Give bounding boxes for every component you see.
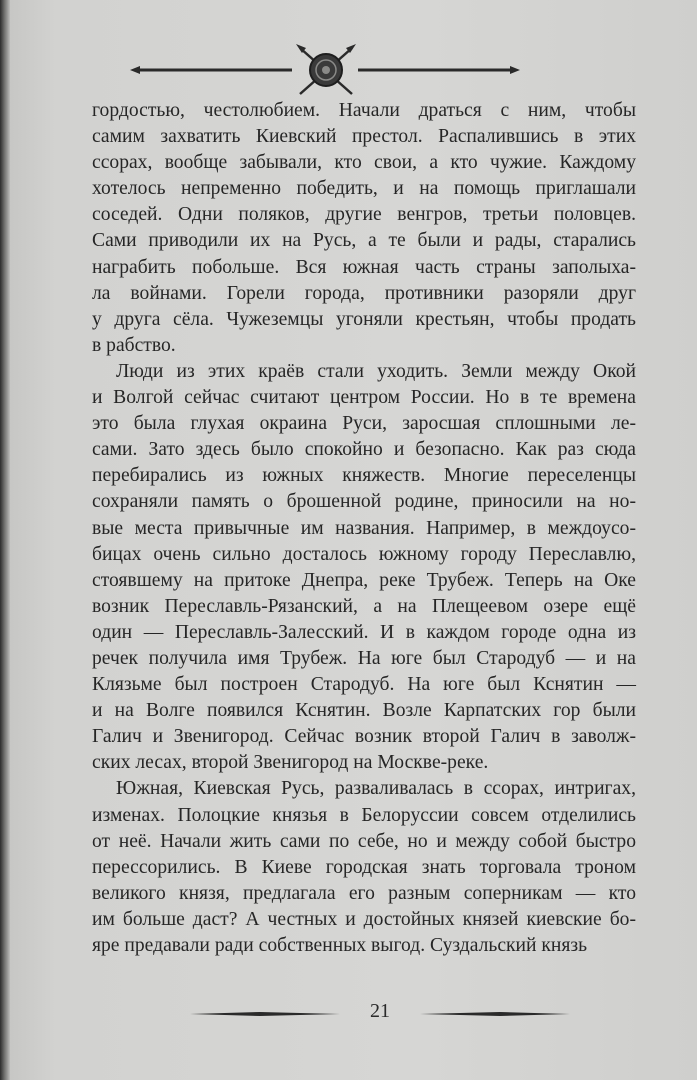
text-line: вые места привычные им названия. Например, в междоусо- — [92, 517, 636, 539]
crossed-spears-shield-ornament — [130, 38, 520, 98]
text-line: Южная, Киевская Русь, разваливалась в ссорах, интригах, — [116, 778, 636, 800]
text-line: сами. Зато здесь было спокойно и безопасно. Как раз сюда — [92, 439, 636, 461]
text-line: хотелось непременно победить, и на помощь приглашали — [92, 178, 636, 200]
body-text — [92, 98, 636, 959]
text-line: самим захватить Киевский престол. Распалившись в этих — [92, 126, 636, 148]
page-spine-edge — [0, 0, 10, 1080]
text-line: великого князя, предлагала его разным соперникам — кто — [92, 882, 636, 904]
text-line: бицах очень сильно досталось южному городу Переславлю, — [92, 543, 636, 565]
text-line: речек получила имя Трубеж. На юге был Стародуб — и на — [92, 647, 636, 669]
paragraph — [92, 776, 636, 959]
page-number: 21 — [370, 1000, 390, 1022]
paragraph — [92, 359, 636, 777]
text-line: Сами приводили их на Русь, а те были и рады, старались — [92, 230, 636, 252]
text-line: в рабство. — [92, 334, 176, 356]
text-line: им больше даст? А честных и достойных князей киевские бо- — [92, 908, 636, 930]
text-line: ских лесах, второй Звенигород на Москве-реке. — [92, 752, 489, 774]
text-line: перебирались из южных княжеств. Многие переселенцы — [92, 465, 636, 487]
text-line: перессорились. В Киеве городская знать торговала троном — [92, 856, 636, 878]
text-line: и на Волге появился Кснятин. Возле Карпатских гор были — [92, 700, 636, 722]
text-line: Клязьме был построен Стародуб. На юге был Кснятин — — [92, 674, 636, 696]
text-line: ла войнами. Горели города, противники разоряли друг — [92, 282, 636, 304]
text-line: гордостью, честолюбием. Начали драться с ним, чтобы — [92, 100, 636, 121]
text-line: у друга сёла. Чужеземцы угоняли крестьян, чтобы продать — [92, 308, 636, 330]
text-line: Галич и Звенигород. Сейчас возник второй Галич в заволж- — [92, 726, 636, 748]
text-line: награбить побольше. Вся южная часть страны заполыха- — [92, 256, 636, 278]
text-line: возник Переславль-Рязанский, а на Плещеевом озере ещё — [92, 595, 636, 617]
text-line: один — Переславль-Залесский. И в каждом городе одна из — [92, 621, 636, 643]
text-line: от неё. Начали жить сами по себе, но и между собой быстро — [92, 830, 636, 852]
text-line: изменах. Полоцкие князья в Белоруссии совсем отделились — [92, 804, 636, 826]
text-line: соседей. Одни поляков, другие венгров, третьи половцев. — [92, 204, 636, 226]
text-line: сохраняли память о брошенной родине, приносили на но- — [92, 491, 636, 513]
text-line: стоявшему на притоке Днепра, реке Трубеж. Теперь на Оке — [92, 569, 636, 591]
text-line: Люди из этих краёв стали уходить. Земли между Окой — [116, 360, 636, 382]
page-footer — [190, 996, 570, 1036]
text-line: это была глухая окраина Руси, заросшая сплошными ле- — [92, 413, 636, 435]
text-line: ссорах, вообще забывали, кто свои, а кто чужие. Каждому — [92, 152, 636, 174]
paragraph — [92, 98, 636, 359]
text-line: яре предавали ради собственных выгод. Суздальский князь — [92, 935, 588, 956]
text-line: и Волгой сейчас считают центром России. Но в те времена — [92, 387, 636, 409]
